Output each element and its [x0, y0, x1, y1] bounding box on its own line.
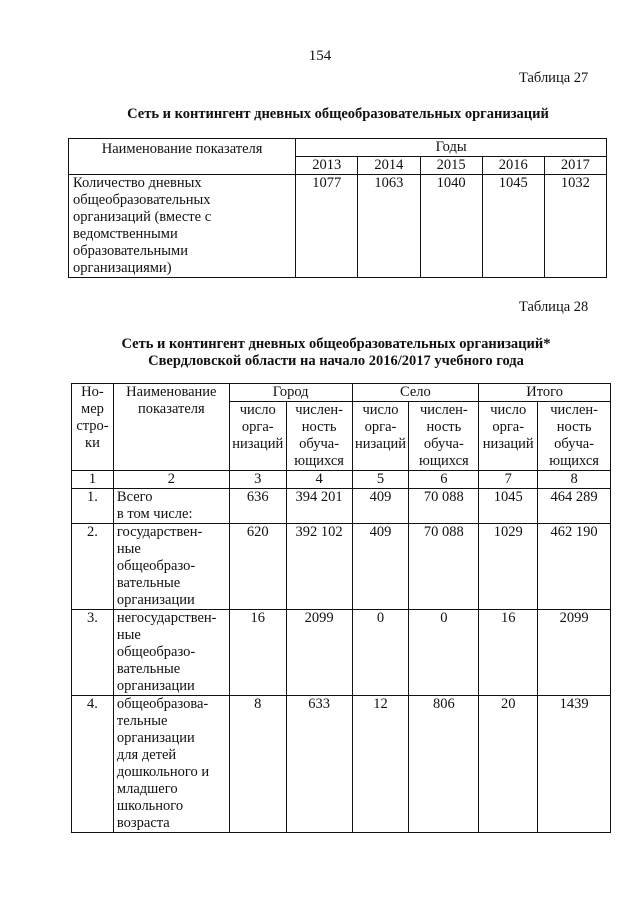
table-28-title — [16, 336, 640, 370]
table-28-body — [72, 489, 611, 833]
indicator-line: государствен- — [116, 524, 203, 540]
header-group-city: Город — [229, 384, 352, 402]
header-group-village: Село — [352, 384, 479, 402]
indicator-line: Количество дневных — [73, 175, 202, 191]
indicator-line: тельные — [116, 713, 168, 729]
indicator-line: общеобразо- — [116, 644, 196, 660]
header-rownum: Но- мер стро- ки — [72, 384, 114, 471]
indicator-line: в том числе: — [116, 506, 193, 522]
row-number: 1. — [72, 489, 114, 524]
indicator-line: организаций (вместе с — [73, 209, 212, 225]
row-number: 4. — [72, 696, 114, 833]
subheader-org-count: число орга- низаций — [352, 402, 409, 471]
column-number: 8 — [538, 471, 611, 489]
row-number: 2. — [72, 524, 114, 610]
subheader-students: числен- ность обуча- ющихся — [409, 402, 479, 471]
row-indicator — [113, 610, 229, 696]
header-group-total: Итого — [479, 384, 611, 402]
year-cell: 2017 — [544, 157, 606, 175]
value-cell: 0 — [409, 610, 479, 696]
indicator-line: Всего — [116, 489, 153, 505]
subheader-org-count: число орга- низаций — [229, 402, 286, 471]
column-number: 4 — [286, 471, 352, 489]
value-cell: 1040 — [420, 175, 482, 278]
indicator-line: вательные — [116, 575, 181, 591]
value-cell: 462 190 — [538, 524, 611, 610]
row-indicator — [113, 524, 229, 610]
value-cell: 409 — [352, 489, 409, 524]
subheader-org-count: число орга- низаций — [479, 402, 538, 471]
indicator-line: младшего — [116, 781, 178, 797]
column-number-row — [72, 471, 611, 489]
value-cell: 1045 — [479, 489, 538, 524]
value-cell: 70 088 — [409, 489, 479, 524]
header-years: Годы — [296, 139, 607, 157]
value-cell: 20 — [479, 696, 538, 833]
column-number: 2 — [113, 471, 229, 489]
row-number: 3. — [72, 610, 114, 696]
title-line: Свердловской области на начало 2016/2017 учебного года — [148, 353, 524, 369]
year-cell: 2015 — [420, 157, 482, 175]
column-number: 3 — [229, 471, 286, 489]
title-line: Сеть и контингент дневных общеобразовательных организаций* — [121, 336, 551, 352]
indicator-line: образовательными — [73, 243, 188, 259]
indicator-line: организации — [116, 592, 195, 608]
table-28-label: Таблица 28 — [519, 299, 589, 315]
value-cell: 1032 — [544, 175, 606, 278]
column-number: 5 — [352, 471, 409, 489]
indicator-line: негосударствен- — [116, 610, 217, 626]
indicator-line: общеобразо- — [116, 558, 196, 574]
value-cell: 70 088 — [409, 524, 479, 610]
year-cell: 2013 — [296, 157, 358, 175]
table-27 — [68, 138, 607, 278]
table-28 — [71, 383, 611, 833]
table-row — [72, 489, 611, 524]
value-cell: 12 — [352, 696, 409, 833]
value-cell: 8 — [229, 696, 286, 833]
row-indicator — [113, 489, 229, 524]
row-indicator — [69, 175, 296, 278]
value-cell: 16 — [479, 610, 538, 696]
indicator-line: общеобразова- — [116, 696, 209, 712]
value-cell: 620 — [229, 524, 286, 610]
value-cell: 394 201 — [286, 489, 352, 524]
row-indicator — [113, 696, 229, 833]
indicator-line: школьного — [116, 798, 184, 814]
indicator-line: организации — [116, 730, 195, 746]
year-cell: 2014 — [358, 157, 420, 175]
value-cell: 392 102 — [286, 524, 352, 610]
value-cell: 1077 — [296, 175, 358, 278]
indicator-line: вательные — [116, 661, 181, 677]
column-number: 6 — [409, 471, 479, 489]
indicator-line: дошкольного и — [116, 764, 210, 780]
indicator-line: ные — [116, 541, 141, 557]
header-indicator: Наименование показателя — [69, 139, 296, 175]
value-cell: 2099 — [538, 610, 611, 696]
value-cell: 409 — [352, 524, 409, 610]
value-cell: 806 — [409, 696, 479, 833]
indicator-line: общеобразовательных — [73, 192, 211, 208]
subheader-students: числен- ность обуча- ющихся — [538, 402, 611, 471]
value-cell: 1029 — [479, 524, 538, 610]
table-row — [69, 175, 607, 278]
indicator-line: организации — [116, 678, 195, 694]
indicator-line: организациями) — [73, 260, 172, 276]
value-cell: 1045 — [482, 175, 544, 278]
value-cell: 2099 — [286, 610, 352, 696]
table-row — [72, 696, 611, 833]
column-number: 7 — [479, 471, 538, 489]
value-cell: 1439 — [538, 696, 611, 833]
page-number: 154 — [308, 48, 332, 64]
year-cell: 2016 — [482, 157, 544, 175]
table-row — [72, 610, 611, 696]
column-number: 1 — [72, 471, 114, 489]
header-indicator: Наименование показателя — [113, 384, 229, 471]
table-27-label: Таблица 27 — [519, 70, 589, 86]
value-cell: 464 289 — [538, 489, 611, 524]
indicator-line: ведомственными — [73, 226, 178, 242]
table-row — [72, 524, 611, 610]
indicator-line: для детей — [116, 747, 177, 763]
table-27-title: Сеть и контингент дневных общеобразовательных организаций — [127, 106, 549, 122]
value-cell: 633 — [286, 696, 352, 833]
value-cell: 0 — [352, 610, 409, 696]
value-cell: 1063 — [358, 175, 420, 278]
subheader-students: числен- ность обуча- ющихся — [286, 402, 352, 471]
indicator-line: возраста — [116, 815, 170, 831]
value-cell: 636 — [229, 489, 286, 524]
indicator-line: ные — [116, 627, 141, 643]
value-cell: 16 — [229, 610, 286, 696]
